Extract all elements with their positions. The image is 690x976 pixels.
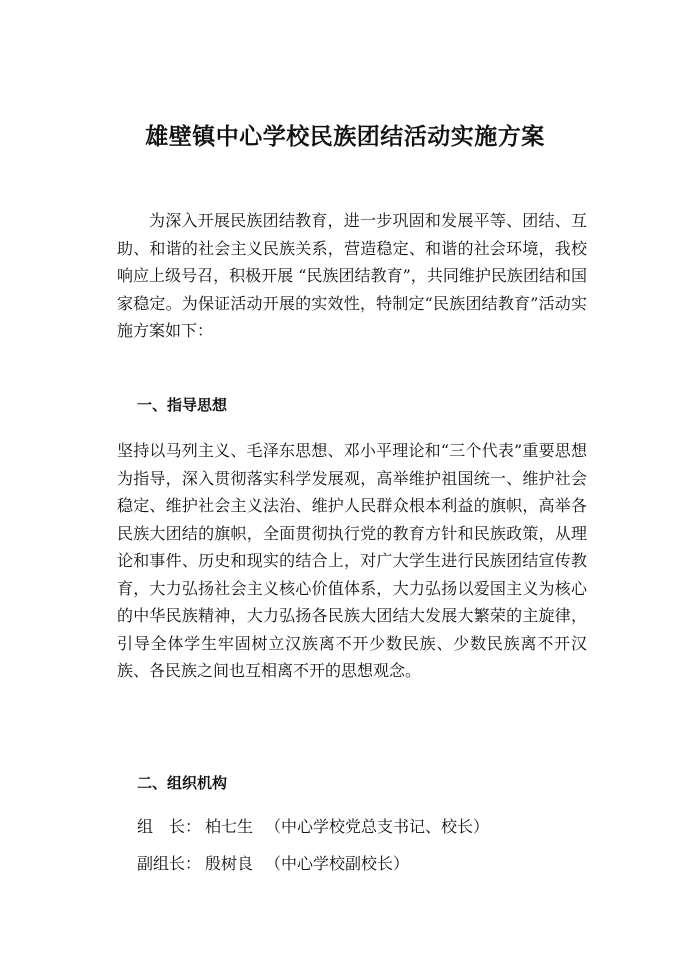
org-note: （中心学校副校长） — [265, 854, 410, 873]
section-heading-organization: 二、组织机构 — [137, 774, 228, 792]
intro-paragraph: 为深入开展民族团结教育，进一步巩固和发展平等、团结、互助、和谐的社会主义民族关系，营造稳定、和谐的社会环境，我校响应上级号召，积极开展 “民族团结教育”，共同维护民族团结和国家稳定。为保证活动开展的实效性，特制定“民族团结教育”活动实施方案如下： — [117, 211, 587, 340]
org-note: （中心学校党总支书记、校长） — [265, 817, 490, 836]
org-role: 副组长： — [137, 854, 202, 873]
org-member-deputy — [137, 852, 409, 876]
org-role: 组 长： — [137, 817, 202, 836]
org-member-leader — [137, 815, 489, 839]
org-name: 柏七生 — [205, 817, 254, 836]
org-name: 殷树良 — [205, 854, 254, 873]
section-heading-guiding-ideology: 一、指导思想 — [137, 396, 228, 414]
document-title: 雄壁镇中心学校民族团结活动实施方案 — [145, 124, 545, 150]
guiding-ideology-paragraph: 坚持以马列主义、毛泽东思想、邓小平理论和“三个代表”重要思想为指导，深入贯彻落实科学发展观，高举维护祖国统一、维护社会稳定、维护社会主义法治、维护人民群众根本利益的旗帜，高举各民族大团结的旗帜，全面贯彻执行党的教育方针和民族政策，从理论和事件、历史和现实的结合上，对广大学生进行民族团结宣传教育，大力弘扬社会主义核心价值体系，大力弘扬以爱国主义为核心的中华民族精神，大力弘扬各民族大团结大发展大繁荣的主旋律，引导全体学生牢固树立汉族离不开少数民族、少数民族离不开汉族、各民族之间也互相离不开的思想观念。 — [117, 441, 587, 680]
